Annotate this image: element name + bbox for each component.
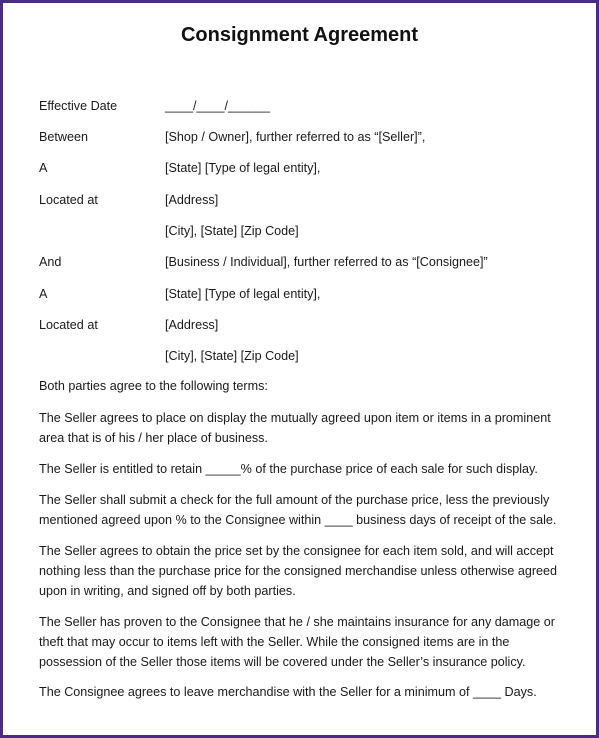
terms-intro: Both parties agree to the following terms: (39, 379, 268, 393)
field-label: Located at (39, 318, 98, 332)
term-paragraph-insurance: The Seller has proven to the Consignee that he / she maintains insurance for any damage or theft that may occur to items left with the Seller. While the consigned items are in the possession of the Seller those items will be covered under the Seller’s insurance policy. (39, 615, 555, 669)
field-label: A (39, 287, 48, 301)
field-value: [City], [State] [Zip Code] (165, 224, 299, 238)
field-label: Effective Date (39, 99, 118, 113)
field-value: [State] [Type of legal entity], (165, 287, 321, 301)
document-title: Consignment Agreement (180, 24, 419, 46)
term-paragraph-price: The Seller agrees to obtain the price set by the consignee for each item sold, and will accept nothing less than the purchase price for the consigned merchandise unless otherwise agreed upon in writing, and signed off by both parties. (39, 544, 558, 598)
field-label: Between (39, 130, 89, 144)
field-value: [Business / Individual], further referred to as “[Consignee]” (165, 255, 488, 269)
field-value: ____/____/______ (165, 99, 271, 113)
field-label: Located at (39, 193, 98, 207)
term-paragraph-check: The Seller shall submit a check for the full amount of the purchase price, less the previously mentioned agreed upon % to the Consignee within ____ business days of receipt of the sale. (39, 493, 557, 527)
field-value: [Shop / Owner], further referred to as “[Seller]”, (165, 130, 426, 144)
term-paragraph-display: The Seller agrees to place on display the mutually agreed upon item or items in a prominent area that is of his / her place of business. (39, 411, 551, 445)
term-paragraph-minimum: The Consignee agrees to leave merchandise with the Seller for a minimum of ____ Days. (39, 685, 537, 699)
field-label: And (39, 255, 62, 269)
field-value: [State] [Type of legal entity], (165, 161, 321, 175)
field-label: A (39, 161, 48, 175)
field-value: [Address] (165, 193, 219, 207)
term-paragraph-retain: The Seller is entitled to retain _____% of the purchase price of each sale for such display. (39, 462, 538, 476)
field-value: [City], [State] [Zip Code] (165, 349, 299, 363)
field-value: [Address] (165, 318, 219, 332)
